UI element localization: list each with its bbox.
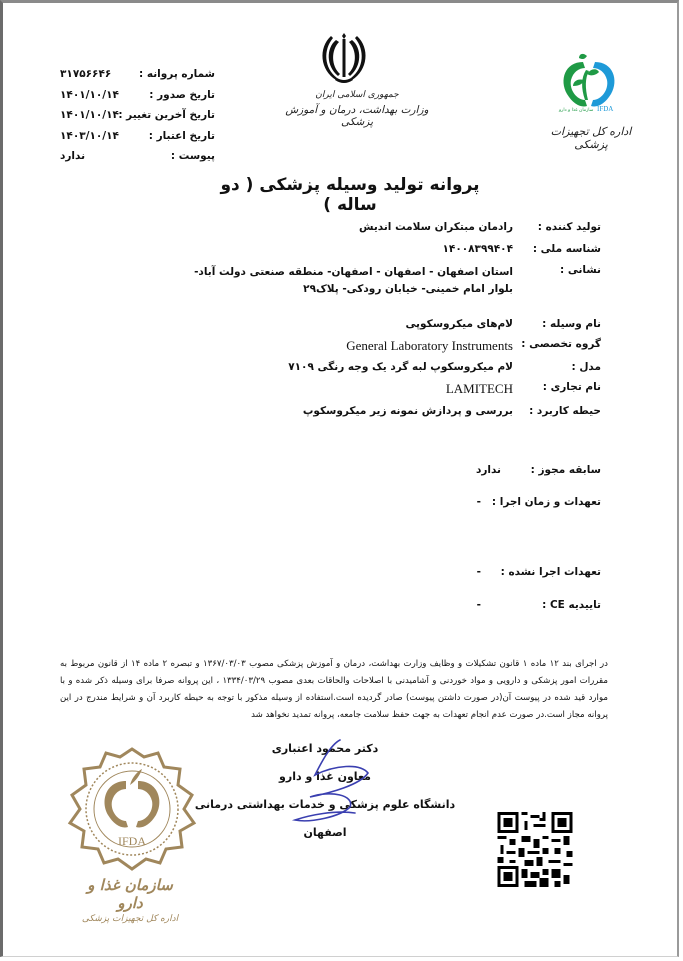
page-title: پروانه تولید وسیله پزشکی ( دو ساله ) xyxy=(220,175,480,215)
seal-abbr: IFDA xyxy=(117,834,147,848)
field-value: General Laboratory Instruments xyxy=(346,338,513,353)
field-device-name xyxy=(405,318,601,330)
meta-row-license-number xyxy=(55,64,215,85)
ifda-logo-icon xyxy=(557,50,621,112)
field-unfulfilled-commitments xyxy=(477,566,601,578)
meta-value: ندارد xyxy=(60,150,86,162)
signatory-position: معاون غذا و دارو xyxy=(279,770,371,783)
legal-text: در اجرای بند ۱۲ ماده ۱ قانون تشکیلات و وظایف وزارت بهداشت، درمان و آموزش پزشکی مصوب ۱۳۶۷/۰۳/۰۳ و تبصره ۲ ماده ۱۴ از قانون مربوط به مقررات امور پزشکی و دارویی و مواد خوردنی و آشامیدنی با اصلاحات والحاقات بعدی مصوب ۱۳۳۴/۰۳/۲۹ ، این پروانه صرفا برای وسیله ذکر شده و با موارد قید شده در پیوست آن(در صورت داشتن پیوست) صادر گردیده است.استفاده از وسیله مذکور با توجه به حیطه کاربرد آن و شرایط مندرج در این پروانه مجاز است.در صورت عدم انجام تعهدات به جهت حفظ سلامت جامعه، پروانه تمدید نخواهد شد xyxy=(60,659,608,720)
field-label: نام وسیله : xyxy=(542,318,601,330)
field-specialty-group xyxy=(346,338,601,354)
field-national-id xyxy=(443,243,602,255)
qr-code-icon xyxy=(497,812,573,887)
field-license-history xyxy=(476,464,601,476)
ministry-line1: جمهوری اسلامی ایران xyxy=(315,90,399,100)
meta-value: ۳۱۷۵۶۶۴۶ xyxy=(60,68,112,80)
field-label: حیطه کاربرد : xyxy=(529,405,601,417)
field-label: نام تجاری : xyxy=(542,381,601,393)
field-ce-approval xyxy=(477,599,601,611)
meta-label: پیوست : xyxy=(170,150,215,162)
ministry-heading xyxy=(282,90,432,128)
seal-org: سازمان غذا و دارو xyxy=(87,876,173,912)
ifda-small: سازمان غذا و دارو xyxy=(559,108,594,112)
field-value: LAMITECH xyxy=(445,381,513,396)
field-label: تولید کننده : xyxy=(537,221,601,233)
field-label: نشانی : xyxy=(560,264,601,276)
field-value: - xyxy=(476,566,481,578)
handwritten-signature-icon xyxy=(280,735,400,835)
field-brand xyxy=(446,381,601,397)
field-label: تاییدیه CE : xyxy=(542,599,601,611)
field-value: رادمان مبتکران سلامت اندیش xyxy=(359,221,513,233)
field-label: تعهدات و زمان اجرا : xyxy=(491,496,601,508)
meta-label: تاریخ آخرین تغییر : xyxy=(118,109,215,121)
meta-value: ۱۴۰۳/۱۰/۱۴ xyxy=(60,129,119,142)
seal-caption xyxy=(75,876,185,924)
field-value: بررسی و پردازش نمونه زیر میکروسکوپ xyxy=(302,405,513,417)
field-value: - xyxy=(476,599,481,611)
field-label: سابقه مجوز : xyxy=(530,464,601,476)
meta-row-last-change xyxy=(55,105,215,126)
seal-dept: اداره کل تجهیزات پزشکی xyxy=(81,914,179,924)
field-scope xyxy=(303,405,601,417)
meta-value: ۱۴۰۱/۱۰/۱۴ xyxy=(60,88,119,101)
meta-row-issue-date xyxy=(55,85,215,106)
field-commitments xyxy=(477,496,601,508)
field-label: شناسه ملی : xyxy=(532,243,601,255)
field-manufacturer xyxy=(359,221,601,233)
field-value: ۱۴۰۰۸۳۹۹۴۰۴ xyxy=(442,243,513,255)
field-model xyxy=(288,361,601,373)
signatory-organization: دانشگاه علوم پزشکی و خدمات بهداشتی درمانی اصفهان xyxy=(194,798,456,839)
signatory-name: دکتر محمود اعتباری xyxy=(271,742,379,755)
meta-row-validity xyxy=(55,126,215,147)
field-value: لام‌های میکروسکوپی xyxy=(405,318,513,330)
meta-value: ۱۴۰۱/۱۰/۱۴ xyxy=(60,109,119,121)
field-value: - xyxy=(476,496,481,508)
ifda-caption: اداره کل تجهیزات پزشکی xyxy=(550,125,632,151)
field-address xyxy=(178,264,601,298)
meta-label: تاریخ صدور : xyxy=(149,88,215,101)
iran-emblem-icon xyxy=(318,30,370,86)
ministry-line2: وزارت بهداشت، درمان و آموزش پزشکی xyxy=(285,104,429,128)
field-label: تعهدات اجرا نشده : xyxy=(500,566,601,578)
field-label: مدل : xyxy=(571,361,601,373)
meta-row-attachment xyxy=(55,146,215,167)
meta-label: تاریخ اعتبار : xyxy=(148,129,215,142)
ifda-abbr: IFDA xyxy=(597,105,614,112)
meta-label: شماره پروانه : xyxy=(139,68,215,80)
field-value: استان اصفهان - اصفهان - اصفهان- منطقه صنعتی دولت آباد- بلوار امام خمینی- خیابان رودکی- پلاک۲۹ xyxy=(194,266,513,295)
license-meta xyxy=(55,64,215,167)
field-label: گروه تخصصی : xyxy=(521,338,601,350)
field-value: ندارد xyxy=(475,464,501,476)
field-value: لام میکروسکوپ لبه گرد یک وجه رنگی ۷۱۰۹ xyxy=(288,361,513,373)
